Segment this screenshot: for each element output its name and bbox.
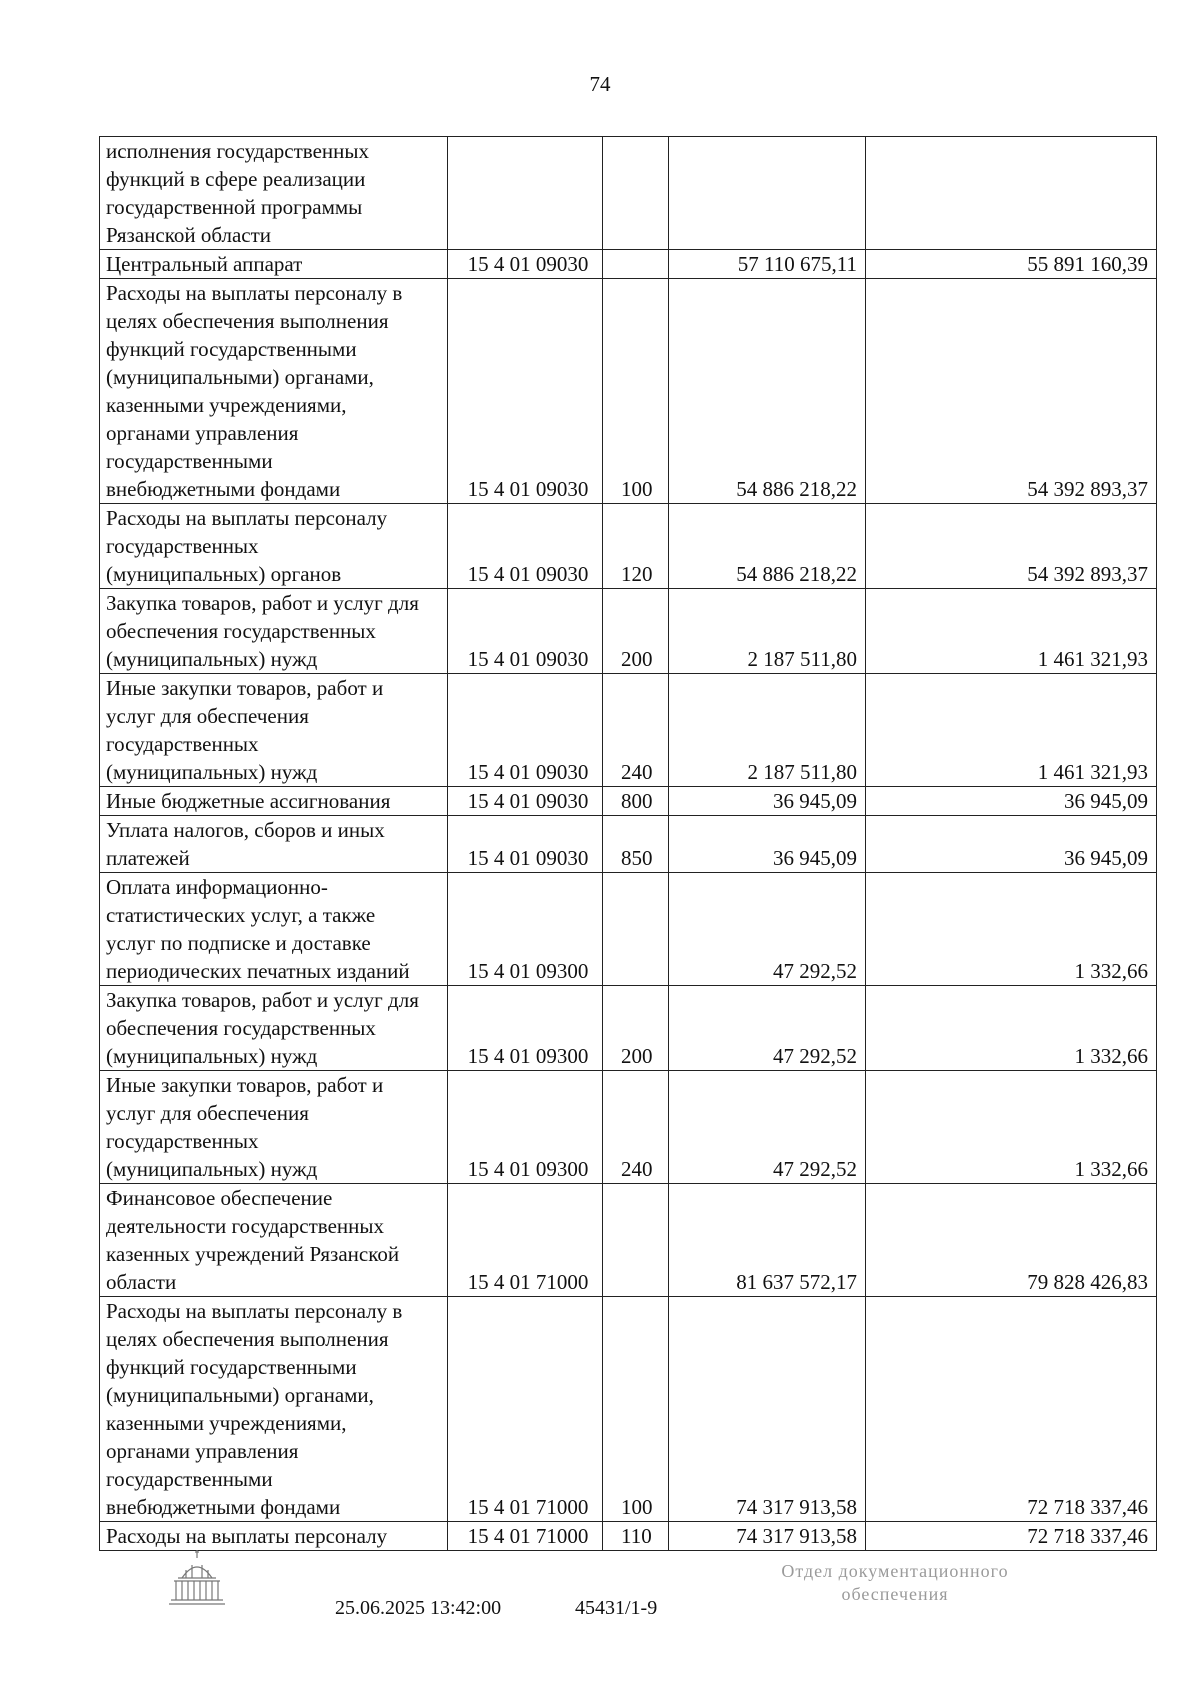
row-sum-executed: 36 945,09 xyxy=(866,816,1157,873)
table-row xyxy=(100,674,1157,787)
department-stamp xyxy=(750,1560,1040,1606)
row-name: Центральный аппарат xyxy=(100,250,448,279)
row-sum-executed: 1 461 321,93 xyxy=(866,589,1157,674)
row-name: Иные бюджетные ассигнования xyxy=(100,787,448,816)
row-name: Иные закупки товаров, работ и услуг для обеспечения государственных (муниципальных) нужд xyxy=(100,674,448,787)
row-sum-executed: 1 332,66 xyxy=(866,873,1157,986)
table-row xyxy=(100,589,1157,674)
row-target-code: 15 4 01 09030 xyxy=(448,250,603,279)
row-sum-approved: 57 110 675,11 xyxy=(669,250,866,279)
row-sum-approved: 47 292,52 xyxy=(669,873,866,986)
row-sum-executed: 1 461 321,93 xyxy=(866,674,1157,787)
row-expense-type xyxy=(603,137,669,250)
row-target-code: 15 4 01 71000 xyxy=(448,1184,603,1297)
row-sum-executed: 1 332,66 xyxy=(866,986,1157,1071)
row-sum-approved: 36 945,09 xyxy=(669,787,866,816)
table-row xyxy=(100,250,1157,279)
row-sum-approved: 74 317 913,58 xyxy=(669,1522,866,1551)
row-sum-executed: 72 718 337,46 xyxy=(866,1297,1157,1522)
row-expense-type xyxy=(603,250,669,279)
row-sum-approved: 81 637 572,17 xyxy=(669,1184,866,1297)
row-sum-approved: 74 317 913,58 xyxy=(669,1297,866,1522)
row-target-code: 15 4 01 09030 xyxy=(448,504,603,589)
row-name: Расходы на выплаты персоналу в целях обеспечения выполнения функций государственными (муниципальными) органами, казенными учреждениями, органами управления государственными внебюджетными фондами xyxy=(100,1297,448,1522)
row-sum-executed xyxy=(866,137,1157,250)
row-sum-executed: 1 332,66 xyxy=(866,1071,1157,1184)
budget-table-body xyxy=(100,137,1157,1551)
row-name: Расходы на выплаты персоналу xyxy=(100,1522,448,1551)
table-row xyxy=(100,986,1157,1071)
row-target-code: 15 4 01 71000 xyxy=(448,1522,603,1551)
row-sum-approved: 2 187 511,80 xyxy=(669,589,866,674)
row-expense-type: 850 xyxy=(603,816,669,873)
row-target-code: 15 4 01 09030 xyxy=(448,816,603,873)
table-row xyxy=(100,1522,1157,1551)
table-row xyxy=(100,873,1157,986)
row-sum-executed: 72 718 337,46 xyxy=(866,1522,1157,1551)
footer-datetime: 25.06.2025 13:42:00 xyxy=(335,1597,502,1619)
row-sum-approved: 47 292,52 xyxy=(669,986,866,1071)
budget-table xyxy=(99,136,1157,1551)
row-target-code: 15 4 01 09300 xyxy=(448,1071,603,1184)
row-sum-executed: 55 891 160,39 xyxy=(866,250,1157,279)
table-row xyxy=(100,137,1157,250)
row-sum-approved: 54 886 218,22 xyxy=(669,279,866,504)
page-number: 74 xyxy=(589,72,611,96)
row-name: Закупка товаров, работ и услуг для обеспечения государственных (муниципальных) нужд xyxy=(100,986,448,1071)
row-name: Закупка товаров, работ и услуг для обеспечения государственных (муниципальных) нужд xyxy=(100,589,448,674)
row-sum-approved: 36 945,09 xyxy=(669,816,866,873)
table-row xyxy=(100,504,1157,589)
row-sum-executed: 79 828 426,83 xyxy=(866,1184,1157,1297)
table-row xyxy=(100,279,1157,504)
row-target-code: 15 4 01 09300 xyxy=(448,986,603,1071)
footer-reg-number: 45431/1-9 xyxy=(575,1597,658,1619)
table-row xyxy=(100,1297,1157,1522)
row-sum-approved: 54 886 218,22 xyxy=(669,504,866,589)
row-expense-type: 120 xyxy=(603,504,669,589)
row-expense-type: 200 xyxy=(603,589,669,674)
row-sum-executed: 54 392 893,37 xyxy=(866,504,1157,589)
row-target-code: 15 4 01 71000 xyxy=(448,1297,603,1522)
row-expense-type: 200 xyxy=(603,986,669,1071)
row-sum-approved xyxy=(669,137,866,250)
stamp-line-2: обеспечения xyxy=(841,1584,949,1604)
table-row xyxy=(100,1071,1157,1184)
row-expense-type: 240 xyxy=(603,674,669,787)
row-expense-type xyxy=(603,873,669,986)
row-name: Расходы на выплаты персоналу государственных (муниципальных) органов xyxy=(100,504,448,589)
row-expense-type: 110 xyxy=(603,1522,669,1551)
row-name: Иные закупки товаров, работ и услуг для обеспечения государственных (муниципальных) нужд xyxy=(100,1071,448,1184)
row-expense-type: 100 xyxy=(603,279,669,504)
row-expense-type: 100 xyxy=(603,1297,669,1522)
row-expense-type: 800 xyxy=(603,787,669,816)
row-target-code: 15 4 01 09030 xyxy=(448,674,603,787)
row-sum-executed: 36 945,09 xyxy=(866,787,1157,816)
row-name: Уплата налогов, сборов и иных платежей xyxy=(100,816,448,873)
table-row xyxy=(100,816,1157,873)
row-target-code: 15 4 01 09030 xyxy=(448,279,603,504)
row-sum-approved: 47 292,52 xyxy=(669,1071,866,1184)
row-sum-executed: 54 392 893,37 xyxy=(866,279,1157,504)
row-target-code: 15 4 01 09030 xyxy=(448,787,603,816)
table-row xyxy=(100,1184,1157,1297)
row-target-code xyxy=(448,137,603,250)
row-expense-type xyxy=(603,1184,669,1297)
row-expense-type: 240 xyxy=(603,1071,669,1184)
row-target-code: 15 4 01 09300 xyxy=(448,873,603,986)
row-name: Оплата информационно- статистических услуг, а также услуг по подписке и доставке периодических печатных изданий xyxy=(100,873,448,986)
stamp-line-1: Отдел документационного xyxy=(781,1561,1009,1581)
row-target-code: 15 4 01 09030 xyxy=(448,589,603,674)
table-row xyxy=(100,787,1157,816)
duma-building-emblem-icon xyxy=(168,1548,226,1610)
row-sum-approved: 2 187 511,80 xyxy=(669,674,866,787)
row-name: исполнения государственных функций в сфере реализации государственной программы Рязанской области xyxy=(100,137,448,250)
row-name: Финансовое обеспечение деятельности государственных казенных учреждений Рязанской области xyxy=(100,1184,448,1297)
row-name: Расходы на выплаты персоналу в целях обеспечения выполнения функций государственными (муниципальными) органами, казенными учреждениями, органами управления государственными внебюджетными фондами xyxy=(100,279,448,504)
